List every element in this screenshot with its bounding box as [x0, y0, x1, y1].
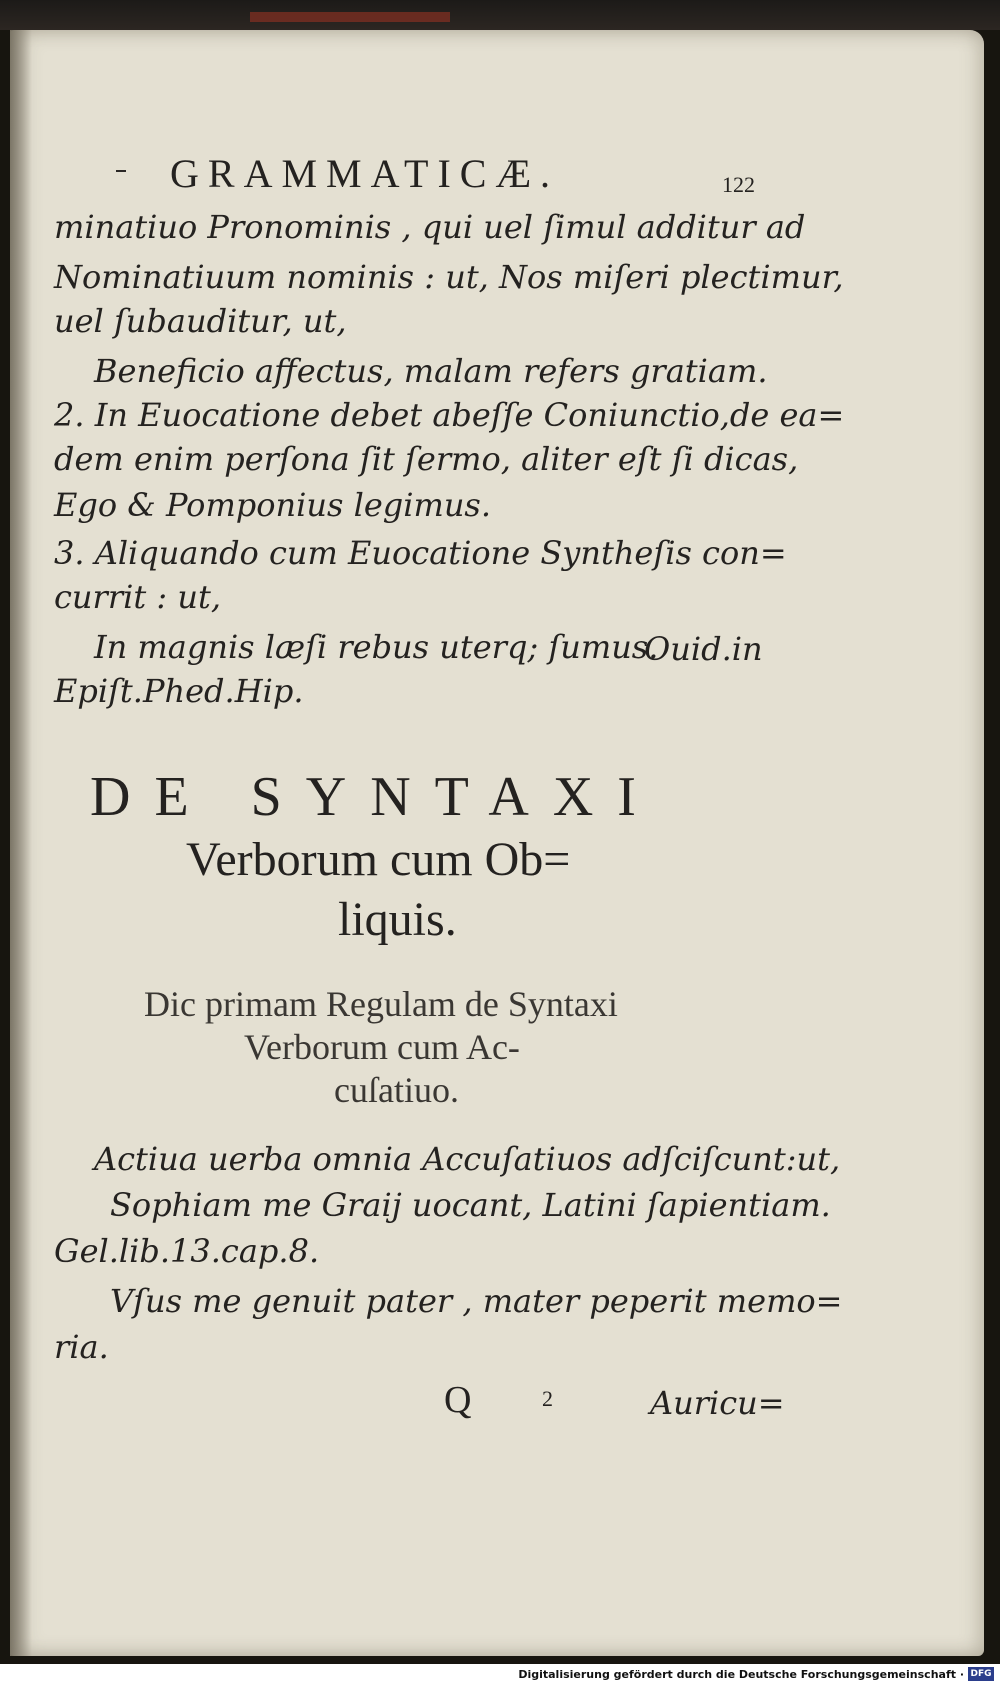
scan-top-edge	[0, 0, 1000, 30]
text-line: Gel.lib.13.cap.8.	[54, 1232, 320, 1270]
binding-band	[250, 12, 450, 22]
text-line: dem enim perſona ſit ſermo, aliter eſt ſi dicas,	[54, 440, 799, 478]
rule-title: Dic primam Regulam de Syntaxi	[144, 984, 618, 1024]
page-number: 122	[722, 172, 755, 197]
text-line: minatiuo Pronominis , qui uel ſimul additur ad	[54, 208, 806, 246]
text-line: Vſus me genuit pater , mater peperit memo=	[110, 1282, 843, 1320]
text-line-reference: Ouid.in	[644, 630, 763, 668]
rule-title: cuſatiuo.	[334, 1070, 459, 1110]
section-heading: DE SYNTAXI	[90, 766, 660, 828]
catchword: Auricu=	[650, 1384, 785, 1422]
rule-title: Verborum cum Ac-	[244, 1027, 520, 1067]
text-line: Epiſt.Phed.Hip.	[54, 672, 304, 710]
text-line: Sophiam me Graij uocant, Latini ſapientiam.	[110, 1186, 831, 1224]
signature-number: 2	[542, 1386, 553, 1411]
running-head-dash	[116, 170, 126, 172]
text-line: ria.	[54, 1328, 109, 1366]
dfg-logo: DFG	[968, 1667, 994, 1681]
text-line: In magnis læſi rebus uterq; ſumus.	[94, 628, 659, 666]
text-line: currit : ut,	[54, 578, 221, 616]
text-line: Actiua uerba omnia Accuſatiuos adſciſcunt:ut,	[94, 1140, 841, 1178]
digitization-credit: Digitalisierung gefördert durch die Deutsche Forschungsgemeinschaft ·	[518, 1668, 964, 1681]
section-subheading: Verborum cum Ob=	[186, 833, 571, 886]
text-line: Beneficio affectus, malam refers gratiam.	[94, 352, 768, 390]
text-line: 3. Aliquando cum Euocatione Syntheſis con=	[54, 534, 787, 572]
text-line: uel ſubauditur, ut,	[54, 302, 347, 340]
text-line: Nominatiuum nominis : ut, Nos miſeri plectimur,	[54, 258, 844, 296]
running-head: GRAMMATICÆ.	[170, 151, 560, 196]
text-line: Ego & Pomponius legimus.	[54, 486, 492, 524]
page-gutter-shadow	[10, 30, 32, 1656]
text-line: 2. In Euocatione debet abeſſe Coniunctio,de ea=	[54, 396, 845, 434]
signature-mark: Q	[444, 1379, 472, 1421]
section-subheading: liquis.	[338, 893, 457, 946]
